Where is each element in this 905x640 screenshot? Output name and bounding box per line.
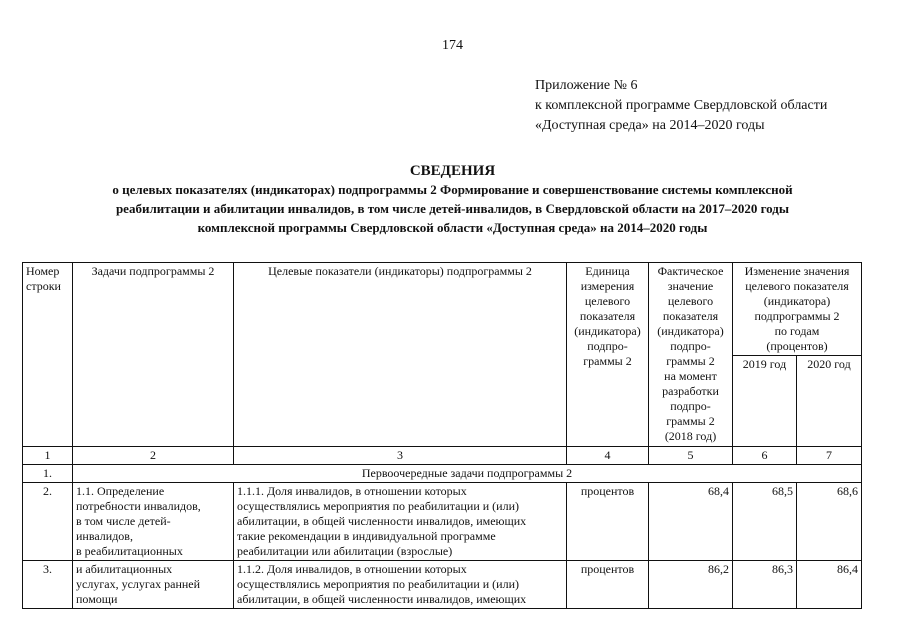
section-row: [23, 465, 862, 483]
appendix-line: Приложение № 6: [535, 78, 638, 93]
header-text: граммы 2: [583, 354, 632, 368]
header-year-2019: 2019 год: [733, 356, 797, 447]
indicator-text: осуществлялись мероприятия по реабилитации и (или): [237, 499, 519, 513]
header-text: показателя: [579, 309, 636, 323]
header-text: Единица: [585, 264, 630, 278]
indicator-text: реабилитации или абилитации (взрослые): [237, 544, 453, 558]
column-number: 3: [234, 447, 567, 465]
header-text: граммы 2: [666, 414, 715, 428]
appendix-line: к комплексной программе Свердловской области: [535, 98, 828, 113]
header-actual-value: [649, 263, 733, 447]
header-text: (индикатора): [763, 294, 831, 308]
header-indicators: Целевые показатели (индикаторы) подпрограммы 2: [234, 263, 567, 447]
task-text: в реабилитационных: [76, 544, 183, 558]
actual-value-cell: 86,2: [649, 561, 733, 609]
page-number: 174: [442, 38, 463, 53]
column-number: 1: [23, 447, 73, 465]
column-number: 5: [649, 447, 733, 465]
appendix-line: «Доступная среда» на 2014–2020 годы: [535, 118, 765, 133]
value-2019-cell: 68,5: [733, 483, 797, 561]
row-number: 3.: [23, 561, 73, 609]
header-text: подпрограммы 2: [754, 309, 840, 323]
task-text: и абилитационных: [76, 562, 173, 576]
document-title: СВЕДЕНИЯ: [409, 163, 496, 179]
header-text: целевого показателя: [745, 279, 849, 293]
task-text: потребности инвалидов,: [76, 499, 201, 513]
task-text: услугах, услугах ранней: [76, 577, 201, 591]
header-text: разработки: [662, 384, 719, 398]
header-text: показателя: [662, 309, 719, 323]
task-text: помощи: [76, 592, 118, 606]
heading-line: комплексной программы Свердловской области «Доступная среда» на 2014–2020 годы: [197, 220, 708, 235]
header-text: (индикатора): [574, 324, 641, 338]
header-text: на момент: [664, 369, 717, 383]
header-row: [23, 263, 862, 356]
header-change-by-year: [733, 263, 862, 356]
table-row: [23, 561, 862, 609]
indicator-cell: [234, 483, 567, 561]
unit-cell: процентов: [567, 561, 649, 609]
value-2020-cell: 68,6: [797, 483, 862, 561]
header-text: Фактическое: [657, 264, 724, 278]
actual-value-cell: 68,4: [649, 483, 733, 561]
table-row: [23, 483, 862, 561]
value-2020-cell: 86,4: [797, 561, 862, 609]
header-text: Изменение значения: [744, 264, 850, 278]
heading-line: о целевых показателях (индикаторах) подпрограммы 2 Формирование и совершенствование системы комплексной: [112, 182, 793, 197]
section-title: Первоочередные задачи подпрограммы 2: [73, 465, 862, 483]
heading-line: реабилитации и абилитации инвалидов, в том числе детей-инвалидов, в Свердловской области на 2017–2020 годы: [115, 201, 790, 216]
indicator-text: 1.1.1. Доля инвалидов, в отношении которых: [237, 484, 467, 498]
column-number: 2: [73, 447, 234, 465]
indicator-text: абилитации, в общей численности инвалидов, имеющих: [237, 514, 527, 528]
column-number: 6: [733, 447, 797, 465]
header-text: по годам: [774, 324, 820, 338]
header-text: подпро-: [670, 399, 711, 413]
header-text: Номер: [26, 264, 60, 278]
header-text: подпро-: [587, 339, 628, 353]
indicators-table: [22, 262, 862, 609]
header-text: измерения: [580, 279, 635, 293]
header-text: граммы 2: [666, 354, 715, 368]
header-unit: [567, 263, 649, 447]
task-cell: [73, 561, 234, 609]
header-year-2020: 2020 год: [797, 356, 862, 447]
indicator-text: абилитации, в общей численности инвалидов, имеющих: [237, 592, 527, 606]
column-number-row: [23, 447, 862, 465]
task-text: инвалидов,: [76, 529, 133, 543]
indicator-text: 1.1.2. Доля инвалидов, в отношении которых: [237, 562, 467, 576]
header-text: целевого: [667, 294, 714, 308]
column-number: 7: [797, 447, 862, 465]
task-text: 1.1. Определение: [76, 484, 165, 498]
header-text: строки: [26, 279, 61, 293]
header-text: (2018 год): [664, 429, 717, 443]
header-text: подпро-: [670, 339, 711, 353]
indicator-text: такие рекомендации в индивидуальной программе: [237, 529, 496, 543]
indicator-text: осуществлялись мероприятия по реабилитации и (или): [237, 577, 519, 591]
row-number: 1.: [23, 465, 73, 483]
header-text: целевого: [584, 294, 631, 308]
column-number: 4: [567, 447, 649, 465]
document-heading: [20, 162, 885, 237]
header-text: (процентов): [766, 339, 828, 353]
row-number: 2.: [23, 483, 73, 561]
task-text: в том числе детей-: [76, 514, 171, 528]
header-row-number: [23, 263, 73, 447]
task-cell: [73, 483, 234, 561]
header-text: (индикатора): [657, 324, 724, 338]
appendix-note: [535, 76, 827, 136]
value-2019-cell: 86,3: [733, 561, 797, 609]
unit-cell: процентов: [567, 483, 649, 561]
indicator-cell: [234, 561, 567, 609]
header-text: значение: [667, 279, 714, 293]
header-tasks: Задачи подпрограммы 2: [73, 263, 234, 447]
